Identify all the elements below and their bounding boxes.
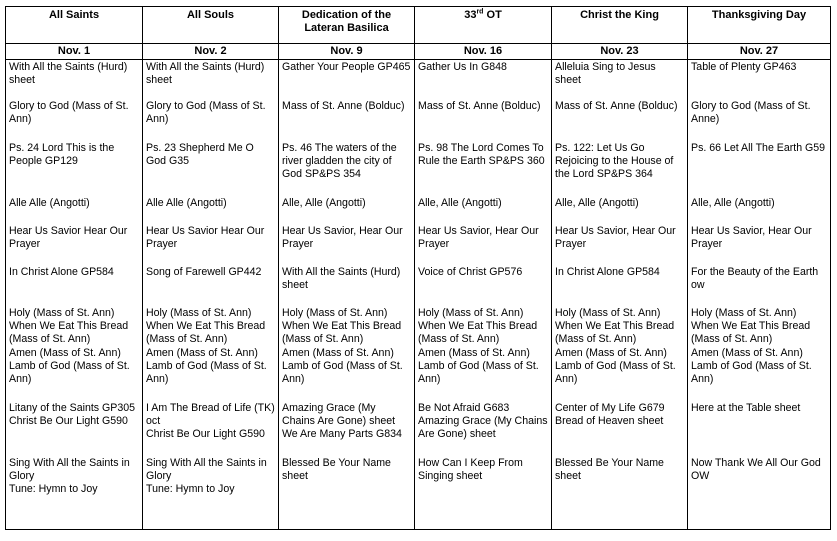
song-entry: Ps. 66 Let All The Earth G59 [691,142,826,154]
song-entry: Hear Us Savior, Hear Our Prayer [691,225,812,251]
music-schedule [5,6,831,530]
song-entry: With All the Saints (Hurd) sheet [9,61,128,87]
date-cell: Nov. 23 [552,44,688,60]
song-entry: For the Beauty of the Earth ow [691,266,819,292]
song-entry: In Christ Alone GP584 [9,266,114,278]
feast-all-souls: All Souls [143,7,279,44]
song-entry: Table of Plenty GP463 [691,61,797,73]
date-cell: Nov. 1 [6,44,143,60]
song-entry: Alle, Alle (Angotti) [282,197,366,209]
date-cell: Nov. 9 [279,44,415,60]
feast-thanksgiving: Thanksgiving Day [688,7,831,44]
song-entry: Hear Us Savior Hear Our Prayer [146,225,265,251]
feast-lateran-basilica: Dedication of the Lateran Basilica [279,7,415,44]
song-entry: Holy (Mass of St. Ann) When We Eat This Bread (Mass of St. Ann) Amen (Mass of St. Ann) Lamb of God (Mass of St. Ann) [146,307,267,386]
song-entry: Sing With All the Saints in Glory Tune: Hymn to Joy [146,457,267,496]
songs-column [688,60,831,530]
song-entry: How Can I Keep From Singing sheet [418,457,523,483]
schedule-table [5,6,831,530]
song-entry: Alle, Alle (Angotti) [418,197,502,209]
song-entry: With All the Saints (Hurd) sheet [282,266,401,292]
feast-33rd-ot: 33rd OT [415,7,552,44]
song-entry: Litany of the Saints GP305 Christ Be Our Light G590 [9,402,136,428]
song-entry: Holy (Mass of St. Ann) When We Eat This Bread (Mass of St. Ann) Amen (Mass of St. Ann) Lamb of God (Mass of St. Ann) [691,307,812,386]
date-cell: Nov. 16 [415,44,552,60]
song-entry: Alle, Alle (Angotti) [555,197,639,209]
song-entry: Alle, Alle (Angotti) [691,197,775,209]
song-entry: Alle Alle (Angotti) [9,197,90,209]
song-entry: Hear Us Savior Hear Our Prayer [9,225,128,251]
song-entry: Ps. 24 Lord This is the People GP129 [9,142,115,168]
song-entry: Alle Alle (Angotti) [146,197,227,209]
songs-column [279,60,415,530]
song-entry: Holy (Mass of St. Ann) When We Eat This Bread (Mass of St. Ann) Amen (Mass of St. Ann) Lamb of God (Mass of St. Ann) [9,307,130,386]
song-entry: Gather Your People GP465 [282,61,411,73]
song-entry: Now Thank We All Our God OW [691,457,821,483]
song-entry: Mass of St. Anne (Bolduc) [282,100,405,112]
song-entry: Gather Us In G848 [418,61,507,73]
song-entry: Glory to God (Mass of St. Ann) [9,100,129,126]
song-entry: Holy (Mass of St. Ann) When We Eat This Bread (Mass of St. Ann) Amen (Mass of St. Ann) Lamb of God (Mass of St. Ann) [282,307,403,386]
songs-column [552,60,688,530]
song-entry: Glory to God (Mass of St. Ann) [146,100,266,126]
song-entry: Mass of St. Anne (Bolduc) [555,100,678,112]
song-entry: Hear Us Savior, Hear Our Prayer [282,225,403,251]
songs-column [143,60,279,530]
date-cell: Nov. 2 [143,44,279,60]
feast-all-saints: All Saints [6,7,143,44]
date-cell: Nov. 27 [688,44,831,60]
song-list-row [6,60,831,530]
song-entry: Blessed Be Your Name sheet [555,457,664,483]
songs-column [6,60,143,530]
song-entry: Alleluia Sing to Jesus sheet [555,61,656,87]
song-entry: Holy (Mass of St. Ann) When We Eat This Bread (Mass of St. Ann) Amen (Mass of St. Ann) Lamb of God (Mass of St. Ann) [418,307,539,386]
song-entry: Voice of Christ GP576 [418,266,523,278]
song-entry: Ps. 23 Shepherd Me O God G35 [146,142,254,168]
song-entry: In Christ Alone GP584 [555,266,660,278]
song-entry: Sing With All the Saints in Glory Tune: Hymn to Joy [9,457,130,496]
date-header-row [6,44,831,60]
song-entry: Ps. 122: Let Us Go Rejoicing to the House of the Lord SP&PS 364 [555,142,674,181]
song-entry: Ps. 46 The waters of the river gladden the city of God SP&PS 354 [282,142,397,181]
song-entry: Amazing Grace (My Chains Are Gone) sheet We Are Many Parts G834 [282,402,402,441]
song-entry: Here at the Table sheet [691,402,801,414]
song-entry: Ps. 98 The Lord Comes To Rule the Earth SP&PS 360 [418,142,545,168]
song-entry: Glory to God (Mass of St. Anne) [691,100,811,126]
song-entry: Be Not Afraid G683 Amazing Grace (My Chains Are Gone) sheet [418,402,548,441]
feast-header-row [6,7,831,44]
song-entry: Mass of St. Anne (Bolduc) [418,100,541,112]
song-entry: Holy (Mass of St. Ann) When We Eat This Bread (Mass of St. Ann) Amen (Mass of St. Ann) Lamb of God (Mass of St. Ann) [555,307,676,386]
song-entry: With All the Saints (Hurd) sheet [146,61,265,87]
songs-column [415,60,552,530]
song-entry: I Am The Bread of Life (TK) oct Christ Be Our Light G590 [146,402,275,441]
feast-christ-the-king: Christ the King [552,7,688,44]
song-entry: Center of My Life G679 Bread of Heaven sheet [555,402,665,428]
song-entry: Hear Us Savior, Hear Our Prayer [418,225,539,251]
song-entry: Blessed Be Your Name sheet [282,457,391,483]
song-entry: Song of Farewell GP442 [146,266,262,278]
song-entry: Hear Us Savior, Hear Our Prayer [555,225,676,251]
